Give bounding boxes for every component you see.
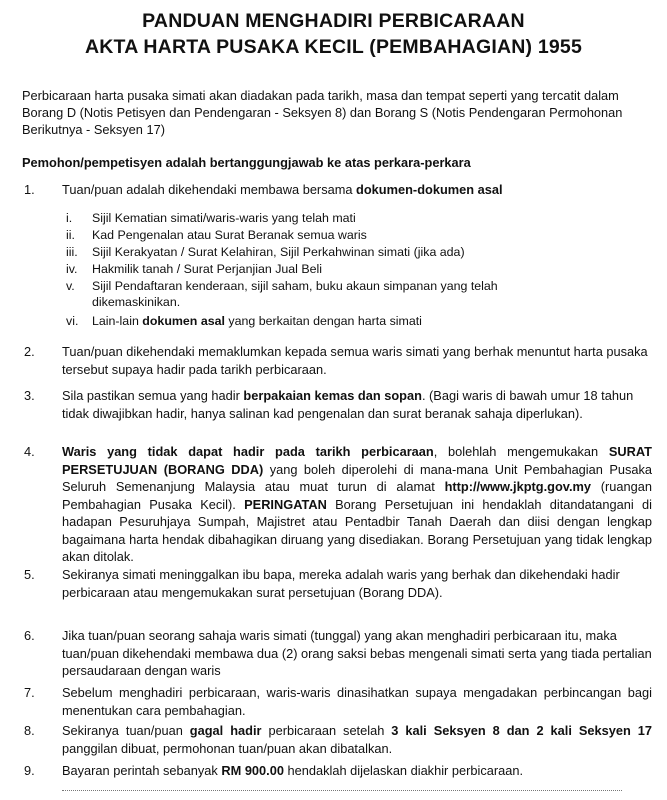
item-text bbox=[62, 387, 652, 422]
section-heading: Pemohon/pempetisyen adalah bertanggungjawab ke atas perkara-perkara bbox=[22, 155, 471, 170]
sub-item-number: iii. bbox=[66, 245, 78, 259]
sub-item-text: Sijil Kematian simati/waris-waris yang telah mati bbox=[92, 211, 356, 225]
item-text-bold: berpakaian kemas dan sopan bbox=[243, 388, 422, 403]
item-text bbox=[62, 181, 652, 199]
document-title-line2: AKTA HARTA PUSAKA KECIL (PEMBAHAGIAN) 1955 bbox=[84, 36, 582, 58]
item-text-bold: SURAT PERSETUJUAN (BORANG DDA) bbox=[62, 444, 652, 477]
sub-item-text: Hakmilik tanah / Surat Perjanjian Jual Beli bbox=[92, 262, 323, 276]
sub-item-number: iv. bbox=[66, 262, 78, 276]
item-text-part: Bayaran perintah sebanyak bbox=[62, 763, 222, 778]
item-text-part: perbicaraan setelah bbox=[261, 723, 392, 738]
document-title-line1: PANDUAN MENGHADIRI PERBICARAAN bbox=[142, 10, 525, 32]
item-text-part: (ruangan Pembahagian Pusaka Kecil). bbox=[62, 479, 653, 512]
sub-item-text bbox=[92, 313, 572, 329]
sub-item-text: Kad Pengenalan atau Surat Beranak semua waris bbox=[92, 228, 367, 242]
item-text-part: hendaklah dijelaskan diakhir perbicaraan. bbox=[283, 763, 523, 778]
item-text-part: Tuan/puan adalah dikehendaki membawa bersama bbox=[62, 182, 357, 197]
sub-item-text-part: yang berkaitan dengan harta simati bbox=[224, 314, 422, 328]
item-text bbox=[62, 722, 652, 757]
item-text-part: Borang Persetujuan ini hendaklah ditandatangani di hadapan Pesuruhjaya Sumpah, Majistret atau Pentadbir Tanah Daerah dan diisi dengan lengkap bagaimana harta hendak dibahagikan diruang yang disediakan. Borang Persetujuan yang tidak lengkap akan ditolak. bbox=[62, 496, 652, 564]
item-text-bold: RM 900.00 bbox=[221, 763, 284, 778]
item-number: 8. bbox=[24, 723, 35, 738]
sub-item-number: i. bbox=[66, 211, 73, 225]
item-text-part: yang boleh diperolehi di mana-mana Unit Pembahagian Pusaka Seluruh Semenanjung Malaysia atau muat turun di alamat bbox=[62, 461, 652, 494]
item-text-bold: PERINGATAN bbox=[244, 496, 327, 512]
item-text-bold: gagal hadir bbox=[189, 723, 262, 738]
item-text: Sebelum menghadiri perbicaraan, waris-waris dinasihatkan supaya mengadakan perbincangan bagi menentukan cara pembahagian. bbox=[62, 685, 652, 718]
sub-item-number: vi. bbox=[66, 314, 79, 328]
item-text-bold: 3 kali Seksyen 8 dan 2 kali Seksyen 17 bbox=[391, 723, 653, 738]
item-text-part: panggilan dibuat, permohonan tuan/puan akan dibatalkan. bbox=[62, 740, 393, 756]
item-number: 6. bbox=[24, 628, 35, 643]
item-number: 9. bbox=[24, 763, 35, 778]
item-text: Jika tuan/puan seorang sahaja waris simati (tunggal) yang akan menghadiri perbicaraan itu, maka tuan/puan dikehendaki membawa dua (2) orang saksi bebas mengenali simati serta yang tiada pertalian persaudaraan dengan waris bbox=[62, 628, 652, 678]
sub-item-number: ii. bbox=[66, 228, 75, 242]
item-text-part: , bolehlah mengemukakan bbox=[433, 444, 609, 459]
item-text: Sekiranya simati meninggalkan ibu bapa, mereka adalah waris yang berhak dan dikehendaki hadir perbicaraan atau mengemukakan surat persetujuan (Borang DDA). bbox=[62, 567, 620, 600]
sub-item-number: v. bbox=[66, 279, 75, 293]
item-text-bold: dokumen-dokumen asal bbox=[356, 182, 503, 197]
item-text: Tuan/puan dikehendaki memaklumkan kepada semua waris simati yang berhak menuntut harta pusaka tersebut supaya hadir pada tarikh perbicaraan. bbox=[62, 344, 648, 377]
sub-item-text: Sijil Pendaftaran kenderaan, sijil saham, buku akaun simpanan yang telah dikemaskinikan. bbox=[92, 279, 498, 309]
item-number: 2. bbox=[24, 344, 35, 359]
truncated-next-line bbox=[62, 790, 622, 794]
item-text-part: . (Bagi waris di bawah umur 18 tahun tidak diwajibkan hadir, hanya salinan kad pengenalan dan surat beranak sahaja diperlukan). bbox=[62, 388, 634, 421]
item-text-part: Sila pastikan semua yang hadir bbox=[62, 388, 244, 403]
item-number: 1. bbox=[24, 182, 35, 197]
item-number: 3. bbox=[24, 388, 35, 403]
sub-item-text-part: Lain-lain bbox=[92, 314, 143, 328]
item-number: 5. bbox=[24, 567, 35, 582]
item-number: 4. bbox=[24, 444, 35, 459]
item-text-bold: Waris yang tidak dapat hadir pada tarikh perbicaraan bbox=[62, 444, 434, 459]
intro-paragraph: Perbicaraan harta pusaka simati akan diadakan pada tarikh, masa dan tempat seperti yang tercatit dalam Borang D (Notis Petisyen dan Pendengaran - Seksyen 8) dan Borang S (Notis Pendengaran Permohonan Berikutnya - Seksyen 17) bbox=[22, 88, 623, 137]
item-text bbox=[62, 443, 652, 566]
jkptg-url: http://www.jkptg.gov.my bbox=[444, 479, 592, 494]
item-text-part: Sekiranya tuan/puan bbox=[62, 723, 190, 738]
item-number: 7. bbox=[24, 685, 35, 700]
sub-item-text: Sijil Kerakyatan / Surat Kelahiran, Sijil Perkahwinan simati (jika ada) bbox=[92, 245, 465, 259]
item-text bbox=[62, 762, 652, 780]
sub-item-text-bold: dokumen asal bbox=[142, 314, 225, 328]
